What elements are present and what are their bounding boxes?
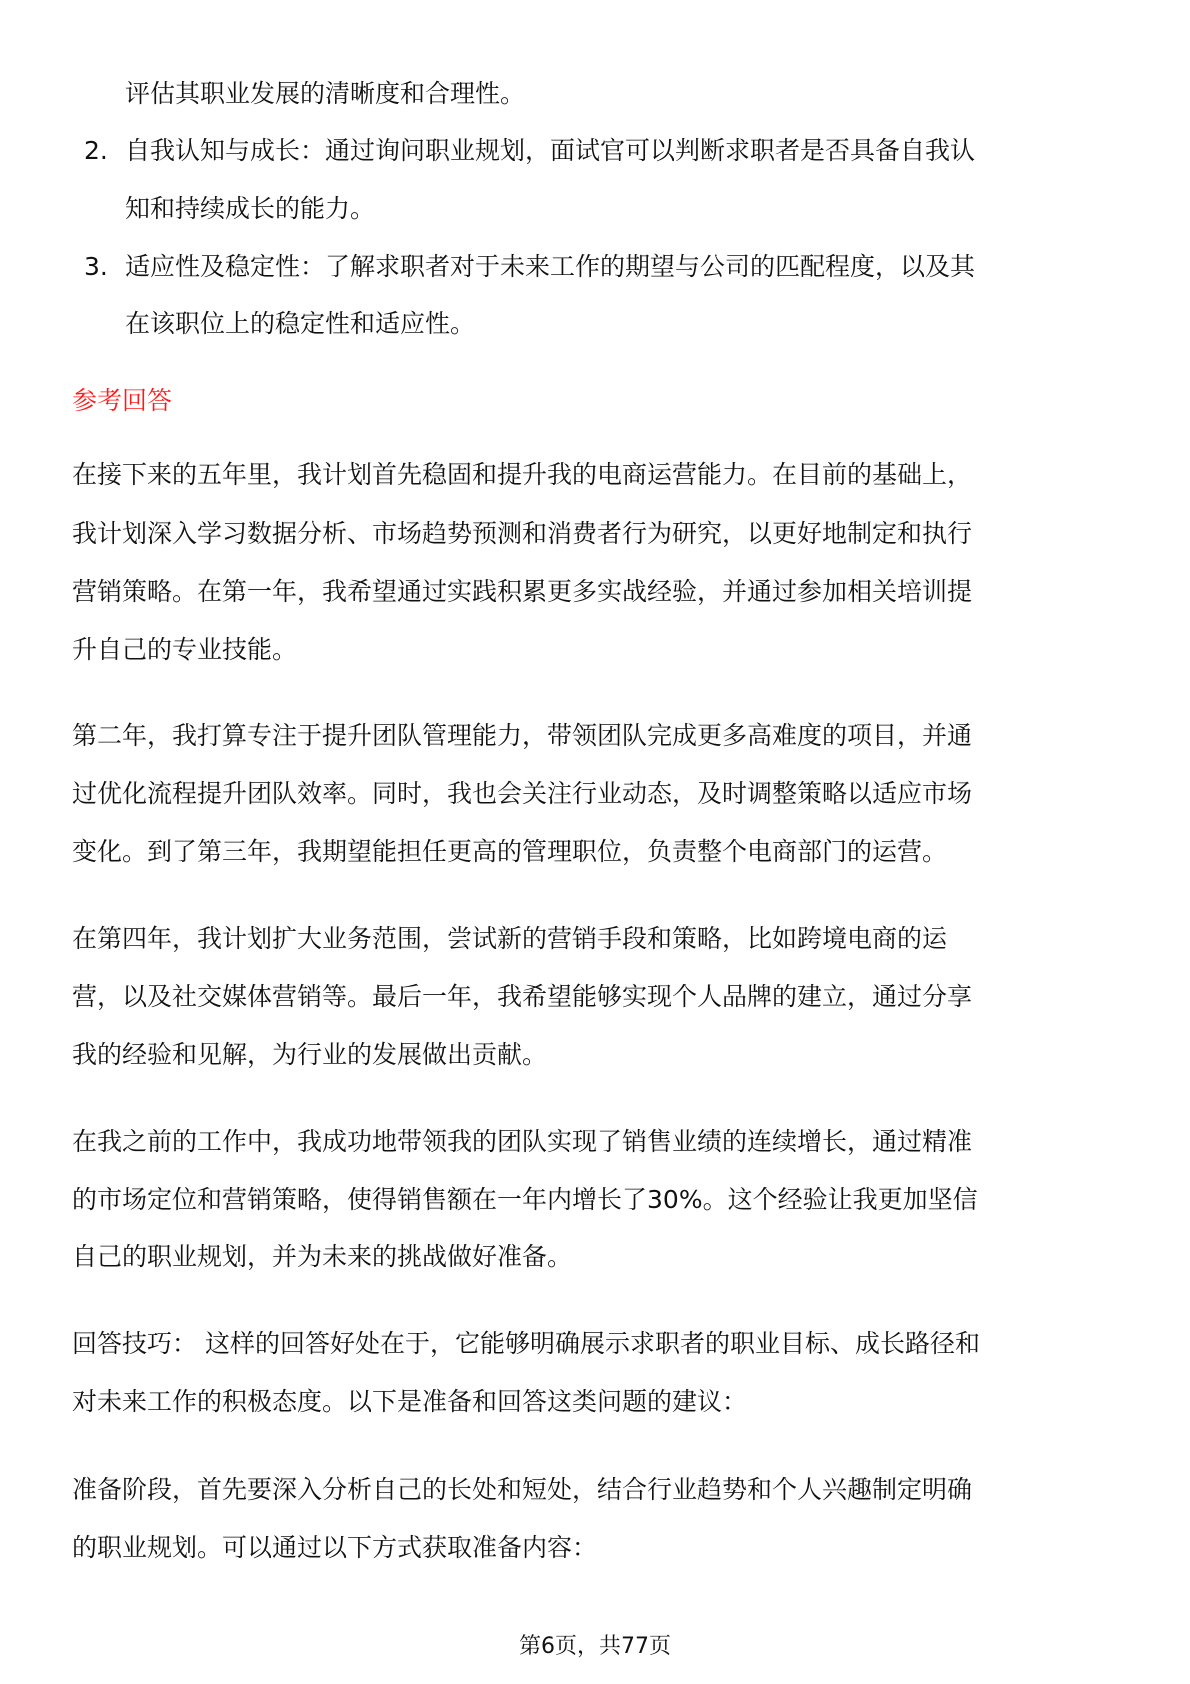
paragraph-1-line: 营销策略。在第一年，我希望通过实践积累更多实战经验，并通过参加相关培训提 (72, 577, 973, 606)
list-number-2: 2. (84, 136, 108, 165)
paragraph-1-line: 我计划深入学习数据分析、市场趋势预测和消费者行为研究，以更好地制定和执行 (72, 519, 973, 548)
paragraph-2-line: 第二年，我打算专注于提升团队管理能力，带领团队完成更多高难度的项目，并通 (72, 721, 973, 750)
list-item-3-line-1: 适应性及稳定性：了解求职者对于未来工作的期望与公司的匹配程度，以及其 (125, 252, 976, 281)
page-number-footer: 第6页，共77页 (519, 1634, 671, 1659)
paragraph-4-line: 在我之前的工作中，我成功地带领我的团队实现了销售业绩的连续增长，通过精准 (72, 1127, 973, 1156)
paragraph-6-line: 的职业规划。可以通过以下方式获取准备内容： (72, 1533, 598, 1562)
section-heading: 参考回答 (72, 386, 173, 415)
paragraph-4-line: 的市场定位和营销策略，使得销售额在一年内增长了30%。这个经验让我更加坚信 (72, 1185, 978, 1214)
paragraph-3-line: 营，以及社交媒体营销等。最后一年，我希望能够实现个人品牌的建立，通过分享 (72, 982, 973, 1011)
paragraph-4-line: 自己的职业规划，并为未来的挑战做好准备。 (72, 1242, 573, 1271)
paragraph-3-line: 我的经验和见解，为行业的发展做出贡献。 (72, 1040, 548, 1069)
list-number-3: 3. (84, 252, 108, 281)
list-item-3-line-2: 在该职位上的稳定性和适应性。 (125, 309, 476, 338)
paragraph-6-line: 准备阶段，首先要深入分析自己的长处和短处，结合行业趋势和个人兴趣制定明确 (72, 1475, 973, 1504)
paragraph-5-line: 对未来工作的积极态度。以下是准备和回答这类问题的建议： (72, 1387, 748, 1416)
paragraph-3-line: 在第四年，我计划扩大业务范围，尝试新的营销手段和策略，比如跨境电商的运 (72, 924, 948, 953)
paragraph-1-line: 升自己的专业技能。 (72, 635, 298, 664)
paragraph-5-line: 回答技巧： 这样的回答好处在于，它能够明确展示求职者的职业目标、成长路径和 (72, 1329, 980, 1358)
paragraph-2-line: 过优化流程提升团队效率。同时，我也会关注行业动态，及时调整策略以适应市场 (72, 779, 973, 808)
paragraph-2-line: 变化。到了第三年，我期望能担任更高的管理职位，负责整个电商部门的运营。 (72, 837, 948, 866)
paragraph-1-line: 在接下来的五年里，我计划首先稳固和提升我的电商运营能力。在目前的基础上， (72, 460, 973, 489)
list-item-2-line-2: 知和持续成长的能力。 (125, 194, 376, 223)
list-item-1-line-1: 评估其职业发展的清晰度和合理性。 (125, 79, 526, 108)
list-item-2-line-1: 自我认知与成长：通过询问职业规划，面试官可以判断求职者是否具备自我认 (125, 136, 976, 165)
